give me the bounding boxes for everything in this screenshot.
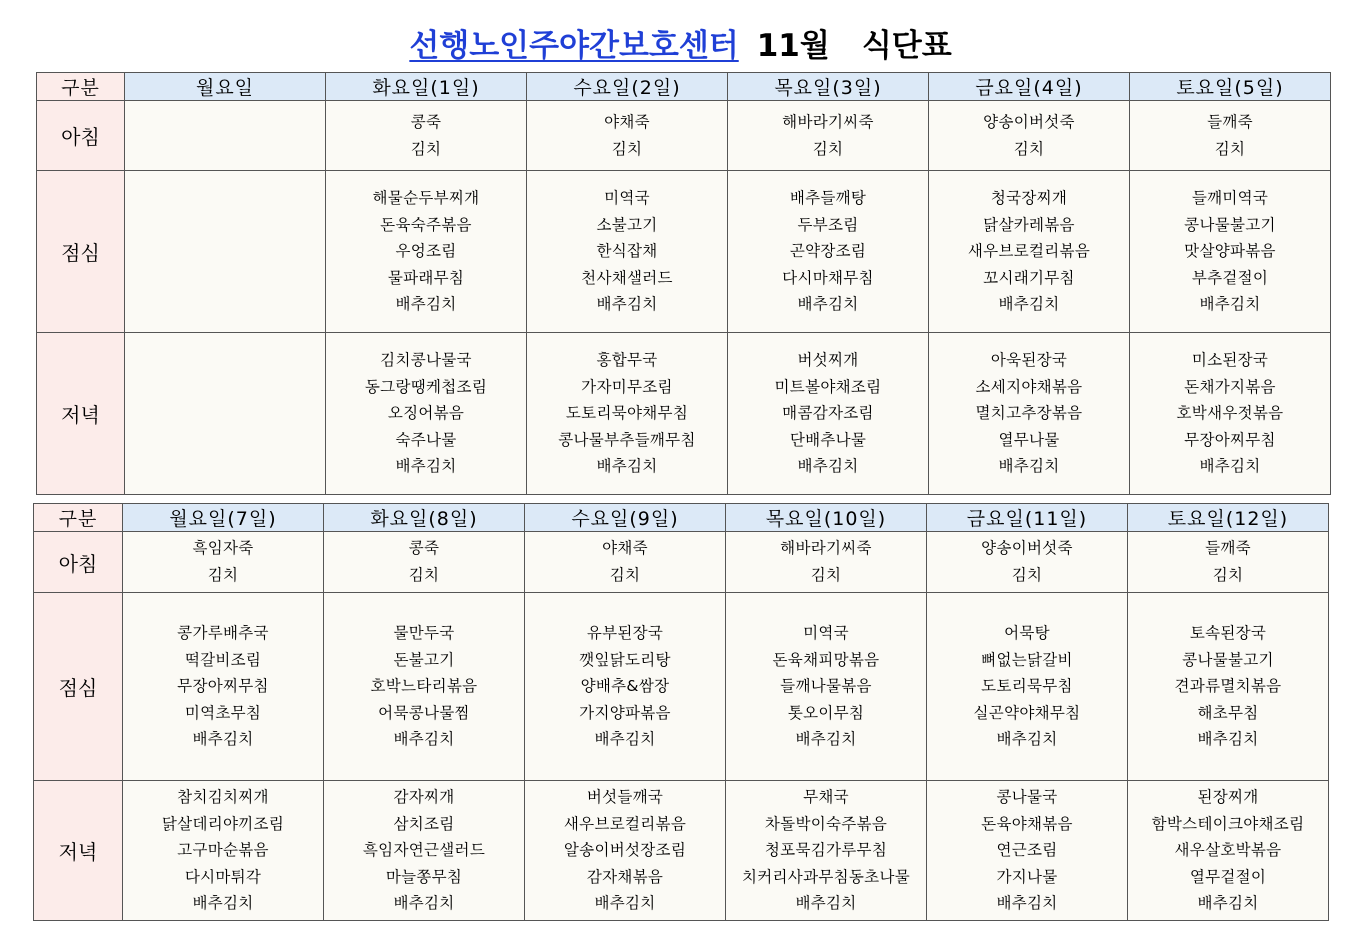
menu-item: 돈육야채볶음: [981, 814, 1073, 833]
menu-item: 천사채샐러드: [581, 268, 673, 287]
day-header: 수요일(9일): [525, 504, 726, 532]
menu-item: 함박스테이크야채조림: [1151, 814, 1305, 833]
menu-cell: [728, 171, 929, 333]
day-header: 목요일(3일): [728, 73, 929, 101]
menu-item: 배추김치: [1197, 894, 1259, 913]
menu-item: 배추김치: [596, 457, 658, 476]
menu-item: 해바라기씨죽: [782, 112, 874, 131]
menu-item: 야채죽: [604, 112, 650, 131]
menu-item: 새우브로컬리볶음: [563, 814, 687, 833]
gubun-header: 구분: [34, 504, 123, 532]
menu-item: 배추김치: [795, 730, 857, 749]
menu-item: 고구마순볶음: [177, 841, 269, 860]
menu-cell: [123, 532, 324, 593]
menu-item: 미트볼야채조림: [774, 377, 882, 396]
menu-item: 해초무침: [1197, 703, 1259, 722]
menu-item: 김치: [408, 566, 440, 584]
menu-item: 배추김치: [192, 730, 254, 749]
menu-item: 무장아찌무침: [1184, 430, 1276, 449]
menu-item: 김치: [609, 566, 641, 584]
title-month: 11월: [756, 28, 830, 64]
menu-cell: [527, 333, 728, 495]
menu-item: 오징어볶음: [387, 404, 465, 423]
menu-item: 실곤약야채무침: [973, 703, 1081, 722]
menu-item: 양송이버섯죽: [983, 112, 1075, 131]
menu-item: 버섯찌개: [797, 351, 859, 370]
menu-cell: [324, 593, 525, 781]
menu-item: 어묵탕: [1004, 624, 1050, 643]
menu-item: 미소된장국: [1191, 351, 1269, 370]
menu-cell: [324, 532, 525, 593]
menu-item: 감자찌개: [393, 788, 455, 807]
menu-cell: [326, 333, 527, 495]
menu-item: 호박새우젓볶음: [1176, 404, 1284, 423]
menu-item: 김치: [207, 566, 239, 584]
menu-item: 멸치고추장볶음: [975, 404, 1083, 423]
menu-item: 다시마튀각: [184, 867, 262, 886]
menu-item: 돈불고기: [393, 650, 455, 669]
menu-cell: [929, 171, 1130, 333]
day-header: 화요일(1일): [326, 73, 527, 101]
menu-item: 배추김치: [797, 295, 859, 314]
menu-item: 깻잎닭도리탕: [579, 650, 671, 669]
day-header: 금요일(4일): [929, 73, 1130, 101]
menu-item: 한식잡채: [596, 242, 658, 261]
menu-item: 꼬시래기무침: [983, 268, 1075, 287]
day-header: 토요일(12일): [1128, 504, 1329, 532]
menu-item: 아욱된장국: [990, 351, 1068, 370]
menu-item: 미역국: [803, 624, 849, 643]
menu-item: 뼈없는닭갈비: [981, 650, 1073, 669]
menu-item: 견과류멸치볶음: [1174, 677, 1282, 696]
menu-cell: [326, 171, 527, 333]
menu-item: 소불고기: [596, 215, 658, 234]
menu-item: 떡갈비조림: [184, 650, 262, 669]
menu-item: 배추김치: [1199, 457, 1261, 476]
center-name: 선행노인주야간보호센터: [409, 28, 739, 64]
day-header: 월요일(7일): [123, 504, 324, 532]
menu-item: 열무나물: [998, 430, 1060, 449]
menu-item: 돈육채피망볶음: [772, 650, 880, 669]
header-row: [37, 73, 1331, 101]
menu-cell: [929, 333, 1130, 495]
menu-item: 김치: [410, 139, 442, 158]
menu-item: 배추김치: [797, 457, 859, 476]
menu-item: 가지나물: [996, 867, 1058, 886]
header-row: [34, 504, 1329, 532]
menu-item: 김치: [611, 139, 643, 158]
dinner-row: [34, 781, 1329, 921]
menu-cell: [728, 101, 929, 171]
menu-item: 들깨나물볶음: [780, 677, 872, 696]
menu-item: 돈채가지볶음: [1184, 377, 1276, 396]
menu-item: 배추김치: [998, 457, 1060, 476]
menu-item: 배추김치: [594, 894, 656, 913]
menu-item: 도토리묵야채무침: [565, 404, 689, 423]
week-2-menu-table: [33, 503, 1329, 921]
menu-item: 새우살호박볶음: [1174, 841, 1282, 860]
menu-item: 다시마채무침: [782, 268, 874, 287]
menu-item: 가자미무조림: [581, 377, 673, 396]
meal-label-breakfast: 아침: [34, 532, 123, 593]
menu-item: 배추들깨탕: [789, 189, 867, 208]
breakfast-row: [34, 532, 1329, 593]
menu-cell: [927, 593, 1128, 781]
dinner-row: [37, 333, 1331, 495]
menu-item: 김치: [812, 139, 844, 158]
menu-item: 콩죽: [408, 539, 440, 558]
menu-item: 미역초무침: [184, 703, 262, 722]
menu-cell: [326, 101, 527, 171]
menu-item: 들깨미역국: [1191, 189, 1269, 208]
lunch-row: [37, 171, 1331, 333]
menu-cell: [1128, 781, 1329, 921]
menu-item: 무장아찌무침: [177, 677, 269, 696]
menu-item: 김치: [810, 566, 842, 584]
menu-item: 두부조림: [797, 215, 859, 234]
menu-cell: [726, 593, 927, 781]
menu-item: 매콤감자조림: [782, 404, 874, 423]
menu-cell: [726, 781, 927, 921]
menu-item: 곤약장조림: [789, 242, 867, 261]
meal-label-lunch: 점심: [34, 593, 123, 781]
menu-item: 어묵콩나물찜: [378, 703, 470, 722]
title-label: 식단표: [861, 28, 952, 64]
menu-item: 닭살데리야끼조림: [161, 814, 285, 833]
menu-cell: [527, 101, 728, 171]
menu-item: 맛살양파볶음: [1184, 242, 1276, 261]
menu-item: 소세지야채볶음: [975, 377, 1083, 396]
menu-item: 배추김치: [395, 295, 457, 314]
menu-item: 콩나물불고기: [1182, 650, 1274, 669]
menu-item: 삼치조림: [393, 814, 455, 833]
gubun-header: 구분: [37, 73, 125, 101]
menu-item: 배추김치: [594, 730, 656, 749]
menu-item: 배추김치: [996, 730, 1058, 749]
menu-cell: [927, 532, 1128, 593]
menu-item: 연근조림: [996, 841, 1058, 860]
meal-label-dinner: 저녁: [37, 333, 125, 495]
menu-cell: [123, 781, 324, 921]
day-header: 수요일(2일): [527, 73, 728, 101]
menu-item: 홍합무국: [596, 351, 658, 370]
menu-item: 가지양파볶음: [579, 703, 671, 722]
menu-item: 배추김치: [795, 894, 857, 913]
day-header: 월요일: [125, 73, 326, 101]
menu-cell: [1130, 171, 1331, 333]
menu-cell: [1130, 333, 1331, 495]
menu-item: 야채죽: [602, 539, 648, 558]
menu-item: 김치: [1212, 566, 1244, 584]
menu-item: 새우브로컬리볶음: [967, 242, 1091, 261]
menu-item: 콩나물국: [996, 788, 1058, 807]
menu-item: 유부된장국: [586, 624, 664, 643]
menu-item: 참치김치찌개: [177, 788, 269, 807]
menu-cell: [1128, 593, 1329, 781]
menu-item: 해물순두부찌개: [372, 189, 480, 208]
menu-item: 들깨죽: [1207, 112, 1253, 131]
menu-cell: [123, 593, 324, 781]
menu-cell: [125, 171, 326, 333]
meal-label-breakfast: 아침: [37, 101, 125, 171]
menu-item: 배추김치: [395, 457, 457, 476]
menu-item: 된장찌개: [1197, 788, 1259, 807]
menu-item: 김치: [1013, 139, 1045, 158]
menu-item: 배추김치: [996, 894, 1058, 913]
menu-cell: [527, 171, 728, 333]
menu-item: 김치: [1214, 139, 1246, 158]
menu-item: 배추김치: [998, 295, 1060, 314]
menu-item: 도토리묵무침: [981, 677, 1073, 696]
menu-item: 양송이버섯죽: [981, 539, 1073, 558]
menu-item: 물파래무침: [387, 268, 465, 287]
meal-label-dinner: 저녁: [34, 781, 123, 921]
menu-cell: [125, 333, 326, 495]
menu-cell: [525, 593, 726, 781]
menu-item: 물만두국: [393, 624, 455, 643]
menu-item: 토속된장국: [1189, 624, 1267, 643]
menu-item: 흑임자연근샐러드: [362, 841, 486, 860]
menu-item: 김치콩나물국: [380, 351, 472, 370]
menu-item: 콩가루배추국: [177, 624, 269, 643]
menu-item: 양배추&쌈장: [580, 677, 670, 696]
menu-item: 우엉조림: [395, 242, 457, 261]
menu-item: 부추겉절이: [1191, 268, 1269, 287]
menu-cell: [525, 532, 726, 593]
meal-label-lunch: 점심: [37, 171, 125, 333]
day-header: 화요일(8일): [324, 504, 525, 532]
menu-item: 감자채볶음: [586, 867, 664, 886]
menu-cell: [728, 333, 929, 495]
week-1-menu-table: [36, 72, 1331, 495]
menu-item: 버섯들깨국: [586, 788, 664, 807]
menu-item: 배추김치: [192, 894, 254, 913]
menu-item: 배추김치: [1199, 295, 1261, 314]
menu-item: 흑임자죽: [192, 539, 254, 558]
menu-item: 알송이버섯장조림: [563, 841, 687, 860]
menu-item: 숙주나물: [395, 430, 457, 449]
day-header: 토요일(5일): [1130, 73, 1331, 101]
menu-item: 미역국: [604, 189, 650, 208]
menu-cell: [929, 101, 1130, 171]
menu-item: 해바라기씨죽: [780, 539, 872, 558]
menu-item: 김치: [1011, 566, 1043, 584]
menu-item: 배추김치: [1197, 730, 1259, 749]
menu-cell: [1128, 532, 1329, 593]
menu-item: 톳오이무침: [787, 703, 865, 722]
menu-item: 배추김치: [393, 894, 455, 913]
menu-item: 돈육숙주볶음: [380, 215, 472, 234]
menu-item: 배추김치: [393, 730, 455, 749]
menu-item: 콩죽: [410, 112, 442, 131]
menu-item: 콩나물부추들깨무침: [558, 430, 696, 449]
menu-item: 콩나물불고기: [1184, 215, 1276, 234]
menu-cell: [927, 781, 1128, 921]
menu-cell: [1130, 101, 1331, 171]
menu-cell: [125, 101, 326, 171]
day-header: 목요일(10일): [726, 504, 927, 532]
menu-cell: [324, 781, 525, 921]
breakfast-row: [37, 101, 1331, 171]
menu-item: 동그랑땡케첩조림: [364, 377, 488, 396]
lunch-row: [34, 593, 1329, 781]
menu-item: 차돌박이숙주볶음: [764, 814, 888, 833]
menu-item: 치커리사과무침동초나물: [741, 867, 910, 886]
menu-item: 무채국: [803, 788, 849, 807]
menu-item: 청국장찌개: [990, 189, 1068, 208]
menu-item: 청포묵김가루무침: [764, 841, 888, 860]
menu-item: 호박느타리볶음: [370, 677, 478, 696]
menu-cell: [525, 781, 726, 921]
menu-item: 열무겉절이: [1189, 867, 1267, 886]
page-title: [0, 20, 1361, 65]
menu-cell: [726, 532, 927, 593]
menu-item: 단배추나물: [789, 430, 867, 449]
menu-item: 들깨죽: [1205, 539, 1251, 558]
menu-item: 배추김치: [596, 295, 658, 314]
menu-item: 마늘쫑무침: [385, 867, 463, 886]
day-header: 금요일(11일): [927, 504, 1128, 532]
menu-item: 닭살카레볶음: [983, 215, 1075, 234]
